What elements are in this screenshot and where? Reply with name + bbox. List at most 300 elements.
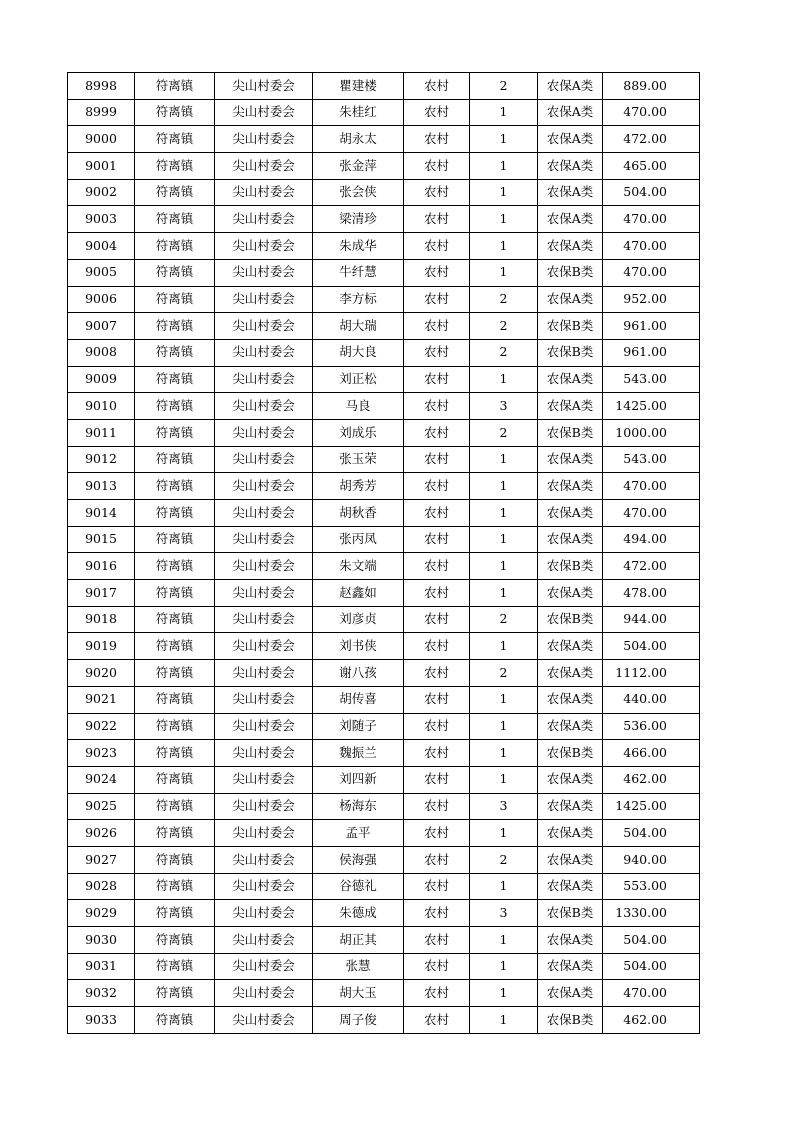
- serial-number-cell: 9001: [68, 153, 135, 180]
- person-name-cell: 周子俊: [313, 1007, 404, 1034]
- household-type-cell: 农村: [404, 526, 470, 553]
- village-committee-cell: 尖山村委会: [215, 446, 313, 473]
- insurance-category-cell: 农保A类: [538, 980, 603, 1007]
- village-committee-cell: 尖山村委会: [215, 339, 313, 366]
- table-row: [68, 873, 700, 900]
- town-cell: 符离镇: [135, 606, 215, 633]
- household-size-cell: 1: [470, 873, 538, 900]
- person-name-cell: 张玉荣: [313, 446, 404, 473]
- household-size-cell: 1: [470, 179, 538, 206]
- table-row: [68, 73, 700, 100]
- village-committee-cell: 尖山村委会: [215, 206, 313, 233]
- insurance-category-cell: 农保A类: [538, 633, 603, 660]
- person-name-cell: 刘彦贞: [313, 606, 404, 633]
- household-size-cell: 3: [470, 393, 538, 420]
- town-cell: 符离镇: [135, 553, 215, 580]
- town-cell: 符离镇: [135, 419, 215, 446]
- table-row: [68, 339, 700, 366]
- household-size-cell: 1: [470, 259, 538, 286]
- town-cell: 符离镇: [135, 233, 215, 260]
- town-cell: 符离镇: [135, 179, 215, 206]
- household-size-cell: 1: [470, 526, 538, 553]
- amount-cell: 470.00: [603, 473, 700, 500]
- household-size-cell: 2: [470, 846, 538, 873]
- household-type-cell: 农村: [404, 740, 470, 767]
- person-name-cell: 朱桂红: [313, 99, 404, 126]
- person-name-cell: 刘成乐: [313, 419, 404, 446]
- town-cell: 符离镇: [135, 446, 215, 473]
- household-size-cell: 1: [470, 366, 538, 393]
- household-size-cell: 2: [470, 419, 538, 446]
- town-cell: 符离镇: [135, 713, 215, 740]
- town-cell: 符离镇: [135, 259, 215, 286]
- village-committee-cell: 尖山村委会: [215, 980, 313, 1007]
- household-type-cell: 农村: [404, 206, 470, 233]
- insurance-category-cell: 农保A类: [538, 473, 603, 500]
- serial-number-cell: 9030: [68, 927, 135, 954]
- household-type-cell: 农村: [404, 313, 470, 340]
- serial-number-cell: 9020: [68, 660, 135, 687]
- table-row: [68, 633, 700, 660]
- village-committee-cell: 尖山村委会: [215, 179, 313, 206]
- table-row: [68, 793, 700, 820]
- household-size-cell: 1: [470, 500, 538, 527]
- household-type-cell: 农村: [404, 900, 470, 927]
- person-name-cell: 谢八孩: [313, 660, 404, 687]
- person-name-cell: 张金萍: [313, 153, 404, 180]
- household-type-cell: 农村: [404, 286, 470, 313]
- table-row: [68, 259, 700, 286]
- town-cell: 符离镇: [135, 793, 215, 820]
- household-type-cell: 农村: [404, 686, 470, 713]
- table-row: [68, 766, 700, 793]
- town-cell: 符离镇: [135, 73, 215, 100]
- person-name-cell: 张丙凤: [313, 526, 404, 553]
- serial-number-cell: 9011: [68, 419, 135, 446]
- serial-number-cell: 9010: [68, 393, 135, 420]
- household-type-cell: 农村: [404, 873, 470, 900]
- amount-cell: 494.00: [603, 526, 700, 553]
- amount-cell: 1112.00: [603, 660, 700, 687]
- household-size-cell: 1: [470, 633, 538, 660]
- village-committee-cell: 尖山村委会: [215, 633, 313, 660]
- person-name-cell: 赵鑫如: [313, 580, 404, 607]
- household-size-cell: 1: [470, 580, 538, 607]
- village-committee-cell: 尖山村委会: [215, 500, 313, 527]
- amount-cell: 462.00: [603, 1007, 700, 1034]
- insurance-category-cell: 农保B类: [538, 339, 603, 366]
- household-type-cell: 农村: [404, 393, 470, 420]
- serial-number-cell: 9015: [68, 526, 135, 553]
- village-committee-cell: 尖山村委会: [215, 713, 313, 740]
- insurance-category-cell: 农保A类: [538, 953, 603, 980]
- insurance-category-cell: 农保A类: [538, 500, 603, 527]
- household-size-cell: 1: [470, 820, 538, 847]
- amount-cell: 961.00: [603, 313, 700, 340]
- serial-number-cell: 9023: [68, 740, 135, 767]
- town-cell: 符离镇: [135, 126, 215, 153]
- village-committee-cell: 尖山村委会: [215, 580, 313, 607]
- household-size-cell: 2: [470, 339, 538, 366]
- household-size-cell: 1: [470, 740, 538, 767]
- household-type-cell: 农村: [404, 580, 470, 607]
- serial-number-cell: 9033: [68, 1007, 135, 1034]
- village-committee-cell: 尖山村委会: [215, 153, 313, 180]
- household-type-cell: 农村: [404, 713, 470, 740]
- amount-cell: 1425.00: [603, 793, 700, 820]
- insurance-category-cell: 农保A类: [538, 73, 603, 100]
- household-type-cell: 农村: [404, 820, 470, 847]
- village-committee-cell: 尖山村委会: [215, 873, 313, 900]
- table-row: [68, 393, 700, 420]
- insurance-category-cell: 农保A类: [538, 286, 603, 313]
- household-size-cell: 2: [470, 286, 538, 313]
- town-cell: 符离镇: [135, 873, 215, 900]
- household-size-cell: 2: [470, 313, 538, 340]
- serial-number-cell: 9024: [68, 766, 135, 793]
- insurance-category-cell: 农保A类: [538, 793, 603, 820]
- household-type-cell: 农村: [404, 339, 470, 366]
- town-cell: 符离镇: [135, 366, 215, 393]
- amount-cell: 1000.00: [603, 419, 700, 446]
- serial-number-cell: 9007: [68, 313, 135, 340]
- amount-cell: 462.00: [603, 766, 700, 793]
- insurance-category-cell: 农保B类: [538, 313, 603, 340]
- amount-cell: 504.00: [603, 953, 700, 980]
- town-cell: 符离镇: [135, 206, 215, 233]
- person-name-cell: 朱成华: [313, 233, 404, 260]
- serial-number-cell: 9013: [68, 473, 135, 500]
- amount-cell: 470.00: [603, 233, 700, 260]
- town-cell: 符离镇: [135, 339, 215, 366]
- table-row: [68, 153, 700, 180]
- table-row: [68, 313, 700, 340]
- insurance-category-cell: 农保B类: [538, 1007, 603, 1034]
- town-cell: 符离镇: [135, 953, 215, 980]
- household-size-cell: 1: [470, 713, 538, 740]
- village-committee-cell: 尖山村委会: [215, 820, 313, 847]
- person-name-cell: 牛纤慧: [313, 259, 404, 286]
- village-committee-cell: 尖山村委会: [215, 793, 313, 820]
- amount-cell: 944.00: [603, 606, 700, 633]
- village-committee-cell: 尖山村委会: [215, 126, 313, 153]
- insurance-category-cell: 农保A类: [538, 179, 603, 206]
- amount-cell: 940.00: [603, 846, 700, 873]
- table-row: [68, 713, 700, 740]
- table-row: [68, 419, 700, 446]
- insurance-category-cell: 农保A类: [538, 873, 603, 900]
- serial-number-cell: 9004: [68, 233, 135, 260]
- household-size-cell: 1: [470, 927, 538, 954]
- village-committee-cell: 尖山村委会: [215, 606, 313, 633]
- insurance-category-cell: 农保A类: [538, 206, 603, 233]
- table-row: [68, 126, 700, 153]
- town-cell: 符离镇: [135, 927, 215, 954]
- person-name-cell: 胡大玉: [313, 980, 404, 1007]
- person-name-cell: 孟平: [313, 820, 404, 847]
- village-committee-cell: 尖山村委会: [215, 366, 313, 393]
- table-row: [68, 366, 700, 393]
- household-type-cell: 农村: [404, 1007, 470, 1034]
- town-cell: 符离镇: [135, 846, 215, 873]
- insurance-category-cell: 农保A类: [538, 660, 603, 687]
- household-size-cell: 1: [470, 766, 538, 793]
- village-committee-cell: 尖山村委会: [215, 846, 313, 873]
- amount-cell: 465.00: [603, 153, 700, 180]
- serial-number-cell: 9012: [68, 446, 135, 473]
- person-name-cell: 张会侠: [313, 179, 404, 206]
- village-committee-cell: 尖山村委会: [215, 1007, 313, 1034]
- household-size-cell: 1: [470, 446, 538, 473]
- serial-number-cell: 9027: [68, 846, 135, 873]
- person-name-cell: 胡大瑞: [313, 313, 404, 340]
- town-cell: 符离镇: [135, 900, 215, 927]
- household-size-cell: 1: [470, 126, 538, 153]
- town-cell: 符离镇: [135, 740, 215, 767]
- serial-number-cell: 9014: [68, 500, 135, 527]
- person-name-cell: 张慧: [313, 953, 404, 980]
- village-committee-cell: 尖山村委会: [215, 660, 313, 687]
- village-committee-cell: 尖山村委会: [215, 526, 313, 553]
- table-row: [68, 526, 700, 553]
- table-row: [68, 473, 700, 500]
- amount-cell: 470.00: [603, 99, 700, 126]
- insurance-category-cell: 农保B类: [538, 259, 603, 286]
- insurance-category-cell: 农保A类: [538, 713, 603, 740]
- amount-cell: 470.00: [603, 259, 700, 286]
- village-committee-cell: 尖山村委会: [215, 393, 313, 420]
- insurance-category-cell: 农保A类: [538, 686, 603, 713]
- amount-cell: 470.00: [603, 980, 700, 1007]
- table-row: [68, 286, 700, 313]
- amount-cell: 478.00: [603, 580, 700, 607]
- person-name-cell: 瞿建楼: [313, 73, 404, 100]
- person-name-cell: 朱德成: [313, 900, 404, 927]
- serial-number-cell: 9022: [68, 713, 135, 740]
- insurance-category-cell: 农保A类: [538, 153, 603, 180]
- amount-cell: 543.00: [603, 366, 700, 393]
- village-committee-cell: 尖山村委会: [215, 953, 313, 980]
- insurance-category-cell: 农保A类: [538, 927, 603, 954]
- household-size-cell: 1: [470, 953, 538, 980]
- household-type-cell: 农村: [404, 606, 470, 633]
- table-row: [68, 927, 700, 954]
- town-cell: 符离镇: [135, 393, 215, 420]
- household-type-cell: 农村: [404, 846, 470, 873]
- household-type-cell: 农村: [404, 99, 470, 126]
- table-row: [68, 233, 700, 260]
- household-type-cell: 农村: [404, 553, 470, 580]
- household-type-cell: 农村: [404, 366, 470, 393]
- insurance-category-cell: 农保A类: [538, 766, 603, 793]
- household-size-cell: 2: [470, 660, 538, 687]
- village-committee-cell: 尖山村委会: [215, 286, 313, 313]
- person-name-cell: 侯海强: [313, 846, 404, 873]
- amount-cell: 1425.00: [603, 393, 700, 420]
- person-name-cell: 刘书侠: [313, 633, 404, 660]
- village-committee-cell: 尖山村委会: [215, 900, 313, 927]
- amount-cell: 961.00: [603, 339, 700, 366]
- town-cell: 符离镇: [135, 580, 215, 607]
- serial-number-cell: 9021: [68, 686, 135, 713]
- household-type-cell: 农村: [404, 153, 470, 180]
- household-type-cell: 农村: [404, 766, 470, 793]
- serial-number-cell: 9000: [68, 126, 135, 153]
- person-name-cell: 胡大良: [313, 339, 404, 366]
- village-committee-cell: 尖山村委会: [215, 927, 313, 954]
- town-cell: 符离镇: [135, 286, 215, 313]
- person-name-cell: 谷德礼: [313, 873, 404, 900]
- amount-cell: 472.00: [603, 126, 700, 153]
- amount-cell: 504.00: [603, 179, 700, 206]
- household-type-cell: 农村: [404, 980, 470, 1007]
- serial-number-cell: 9032: [68, 980, 135, 1007]
- household-type-cell: 农村: [404, 179, 470, 206]
- table-row: [68, 953, 700, 980]
- amount-cell: 504.00: [603, 633, 700, 660]
- person-name-cell: 胡秋香: [313, 500, 404, 527]
- household-type-cell: 农村: [404, 473, 470, 500]
- town-cell: 符离镇: [135, 473, 215, 500]
- table-row: [68, 980, 700, 1007]
- table-row: [68, 580, 700, 607]
- table-row: [68, 179, 700, 206]
- insurance-category-cell: 农保A类: [538, 126, 603, 153]
- household-type-cell: 农村: [404, 233, 470, 260]
- amount-cell: 543.00: [603, 446, 700, 473]
- person-name-cell: 梁清珍: [313, 206, 404, 233]
- person-name-cell: 魏振兰: [313, 740, 404, 767]
- person-name-cell: 杨海东: [313, 793, 404, 820]
- amount-cell: 553.00: [603, 873, 700, 900]
- serial-number-cell: 9005: [68, 259, 135, 286]
- roster-body: [68, 73, 700, 1034]
- table-row: [68, 740, 700, 767]
- insurance-category-cell: 农保A类: [538, 846, 603, 873]
- village-committee-cell: 尖山村委会: [215, 313, 313, 340]
- serial-number-cell: 9017: [68, 580, 135, 607]
- table-row: [68, 553, 700, 580]
- person-name-cell: 朱文端: [313, 553, 404, 580]
- town-cell: 符离镇: [135, 980, 215, 1007]
- table-row: [68, 206, 700, 233]
- household-size-cell: 2: [470, 606, 538, 633]
- amount-cell: 470.00: [603, 500, 700, 527]
- town-cell: 符离镇: [135, 153, 215, 180]
- serial-number-cell: 9003: [68, 206, 135, 233]
- serial-number-cell: 9028: [68, 873, 135, 900]
- amount-cell: 889.00: [603, 73, 700, 100]
- serial-number-cell: 9029: [68, 900, 135, 927]
- insurance-category-cell: 农保A类: [538, 526, 603, 553]
- roster-table: [67, 72, 700, 1034]
- insurance-category-cell: 农保A类: [538, 233, 603, 260]
- household-type-cell: 农村: [404, 500, 470, 527]
- town-cell: 符离镇: [135, 526, 215, 553]
- person-name-cell: 刘四新: [313, 766, 404, 793]
- household-type-cell: 农村: [404, 793, 470, 820]
- serial-number-cell: 8998: [68, 73, 135, 100]
- insurance-category-cell: 农保A类: [538, 580, 603, 607]
- household-size-cell: 1: [470, 99, 538, 126]
- household-type-cell: 农村: [404, 633, 470, 660]
- household-type-cell: 农村: [404, 446, 470, 473]
- household-size-cell: 1: [470, 206, 538, 233]
- town-cell: 符离镇: [135, 820, 215, 847]
- table-row: [68, 446, 700, 473]
- household-size-cell: 1: [470, 553, 538, 580]
- person-name-cell: 李方标: [313, 286, 404, 313]
- household-size-cell: 1: [470, 1007, 538, 1034]
- person-name-cell: 马良: [313, 393, 404, 420]
- person-name-cell: 胡正其: [313, 927, 404, 954]
- serial-number-cell: 9008: [68, 339, 135, 366]
- serial-number-cell: 9002: [68, 179, 135, 206]
- village-committee-cell: 尖山村委会: [215, 473, 313, 500]
- serial-number-cell: 9026: [68, 820, 135, 847]
- household-size-cell: 2: [470, 73, 538, 100]
- table-row: [68, 846, 700, 873]
- person-name-cell: 胡永太: [313, 126, 404, 153]
- amount-cell: 466.00: [603, 740, 700, 767]
- table-row: [68, 686, 700, 713]
- town-cell: 符离镇: [135, 766, 215, 793]
- table-row: [68, 99, 700, 126]
- insurance-category-cell: 农保B类: [538, 606, 603, 633]
- serial-number-cell: 9018: [68, 606, 135, 633]
- table-row: [68, 900, 700, 927]
- serial-number-cell: 9031: [68, 953, 135, 980]
- village-committee-cell: 尖山村委会: [215, 766, 313, 793]
- table-row: [68, 606, 700, 633]
- household-type-cell: 农村: [404, 73, 470, 100]
- village-committee-cell: 尖山村委会: [215, 259, 313, 286]
- table-row: [68, 500, 700, 527]
- village-committee-cell: 尖山村委会: [215, 686, 313, 713]
- household-size-cell: 1: [470, 233, 538, 260]
- insurance-category-cell: 农保A类: [538, 393, 603, 420]
- household-type-cell: 农村: [404, 953, 470, 980]
- serial-number-cell: 9019: [68, 633, 135, 660]
- amount-cell: 1330.00: [603, 900, 700, 927]
- insurance-category-cell: 农保A类: [538, 446, 603, 473]
- household-size-cell: 3: [470, 900, 538, 927]
- insurance-category-cell: 农保A类: [538, 820, 603, 847]
- household-type-cell: 农村: [404, 927, 470, 954]
- household-type-cell: 农村: [404, 660, 470, 687]
- serial-number-cell: 8999: [68, 99, 135, 126]
- household-size-cell: 1: [470, 473, 538, 500]
- household-size-cell: 3: [470, 793, 538, 820]
- insurance-category-cell: 农保B类: [538, 419, 603, 446]
- table-row: [68, 660, 700, 687]
- household-size-cell: 1: [470, 980, 538, 1007]
- serial-number-cell: 9025: [68, 793, 135, 820]
- village-committee-cell: 尖山村委会: [215, 233, 313, 260]
- person-name-cell: 胡秀芳: [313, 473, 404, 500]
- amount-cell: 472.00: [603, 553, 700, 580]
- household-size-cell: 1: [470, 153, 538, 180]
- table-row: [68, 1007, 700, 1034]
- town-cell: 符离镇: [135, 99, 215, 126]
- amount-cell: 440.00: [603, 686, 700, 713]
- town-cell: 符离镇: [135, 633, 215, 660]
- town-cell: 符离镇: [135, 660, 215, 687]
- person-name-cell: 刘正松: [313, 366, 404, 393]
- village-committee-cell: 尖山村委会: [215, 99, 313, 126]
- village-committee-cell: 尖山村委会: [215, 553, 313, 580]
- insurance-category-cell: 农保A类: [538, 99, 603, 126]
